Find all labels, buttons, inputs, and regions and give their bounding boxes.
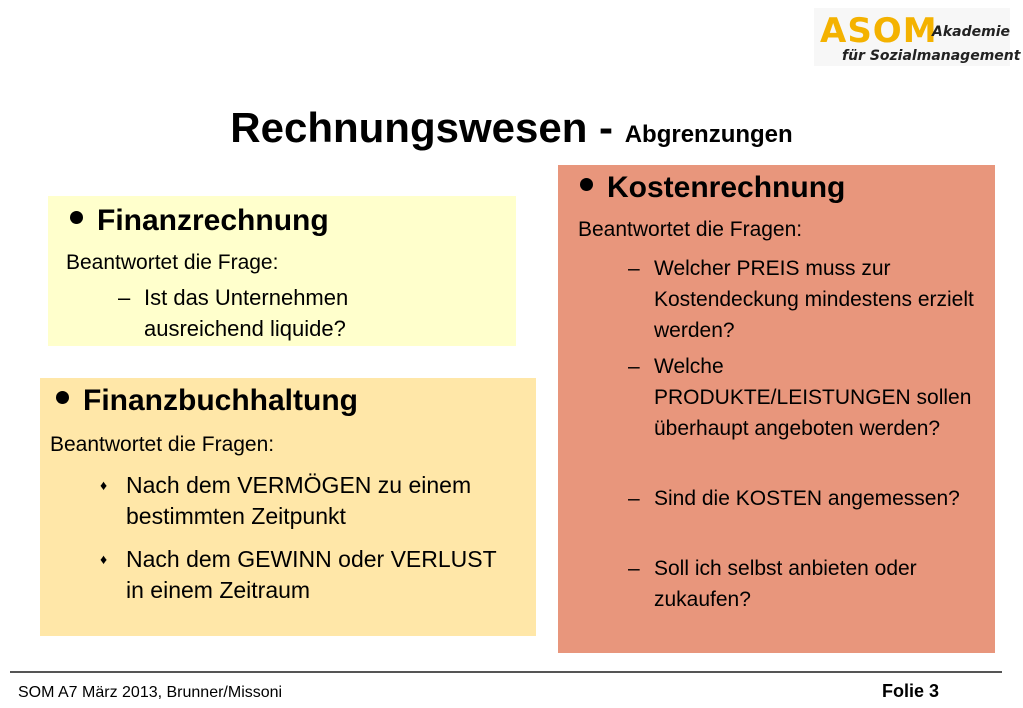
slide-number: Folie 3 [882,681,940,701]
title-main: Rechnungswesen - [230,104,625,151]
kostenrechnung-heading [580,171,845,205]
dash-icon: – [628,487,640,510]
kostenrechnung-item: – Sind die KOSTEN angemessen? [654,483,979,514]
finanzrechnung-heading [70,204,329,238]
kostenrechnung-box [558,165,995,653]
footer-divider [10,671,1002,673]
finanzrechnung-item: – Ist das Unternehmen ausreichend liquide? [144,282,414,344]
title-sub: Abgrenzungen [624,121,793,148]
finanzbuchhaltung-heading-text: Finanzbuchhaltung [83,384,358,417]
finanzbuchhaltung-item: ♦ Nach dem VERMÖGEN zu einem bestimmten Zeitpunkt [100,472,472,529]
logo-brand: ASOM [820,11,938,51]
diamond-bullet-icon: ♦ [100,477,108,493]
dash-icon: – [628,557,640,580]
kostenrechnung-item: – Welche PRODUKTE/LEISTUNGEN sollen überhaupt angeboten werden? [654,351,979,444]
diamond-bullet-icon: ♦ [100,551,108,567]
kostenrechnung-item: – Soll ich selbst anbieten oder zukaufen? [654,553,979,615]
bullet-dot-icon [56,391,69,404]
bullet-dot-icon [70,211,83,224]
dash-icon: – [628,355,640,378]
logo-line1: Akademie [932,24,1010,40]
finanzbuchhaltung-box [40,378,536,636]
logo-line2: für Sozialmanagement [842,48,1021,64]
bullet-dot-icon [580,178,593,191]
finanzbuchhaltung-intro: Beantwortet die Fragen: [50,433,275,456]
kostenrechnung-item: – Welcher PREIS muss zur Kostendeckung mindestens erzielt werden? [654,253,979,346]
kostenrechnung-heading-text: Kostenrechnung [607,171,846,204]
footer-left: SOM A7 März 2013, Brunner/Missoni [18,684,283,701]
finanzbuchhaltung-item: ♦ Nach dem GEWINN oder VERLUST in einem Zeitraum [100,546,497,603]
kostenrechnung-intro: Beantwortet die Fragen: [578,218,803,241]
finanzrechnung-box [48,196,516,346]
dash-icon: – [628,257,640,280]
asom-logo [814,8,1021,70]
dash-icon: – [118,285,131,310]
slide-title [0,104,1023,159]
finanzrechnung-intro: Beantwortet die Frage: [66,251,279,274]
finanzrechnung-heading-text: Finanzrechnung [97,204,329,237]
finanzbuchhaltung-heading [56,384,358,418]
